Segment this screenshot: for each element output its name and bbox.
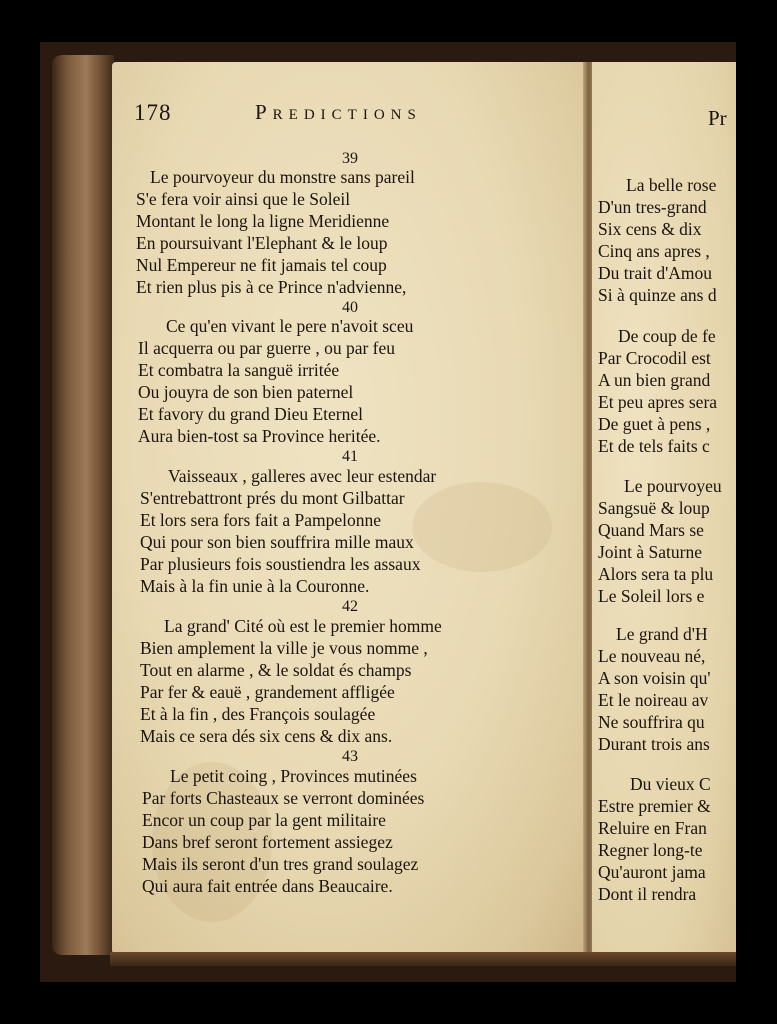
verse-line: Ce qu'en vivant le pere n'avoit sceu (166, 316, 414, 336)
verse-line: Il acquerra ou par guerre , ou par feu (138, 338, 396, 358)
stanza-number: 39 (342, 150, 358, 167)
verse-line: A son voisin qu' (598, 668, 711, 688)
verse-line: Dans bref seront fortement assiegez (142, 832, 393, 852)
verse-line: Le pourvoyeur du monstre sans pareil (150, 167, 415, 187)
verse-line: Le nouveau né, (598, 646, 706, 666)
stanza-number: 42 (342, 598, 358, 615)
verse-line: En poursuivant l'Elephant & le loup (136, 233, 388, 253)
verse-line: Et combatra la sanguë irritée (138, 360, 340, 380)
running-title-right: Pr (708, 106, 727, 130)
verse-line: Et à la fin , des François soulagée (140, 704, 376, 724)
verse-line: De guet à pens , (598, 414, 711, 434)
verse-line: Et lors sera fors fait a Pampelonne (140, 510, 382, 530)
verse-line: Par plusieurs fois soustiendra les assaux (140, 554, 421, 574)
page-stain (412, 482, 552, 572)
verse-line: Encor un coup par la gent militaire (142, 810, 386, 830)
verse-line: Le pourvoyeu (624, 476, 722, 496)
verse-line: Et de tels faits c (598, 436, 710, 456)
verse-line: La grand' Cité où est le premier homme (164, 616, 442, 636)
verse-line: Joint à Saturne (598, 542, 703, 562)
verse-line: Dont il rendra (598, 884, 697, 904)
verse-line: Vaisseaux , galleres avec leur estendar (168, 466, 437, 486)
verse-line: Sangsuë & loup (598, 498, 710, 518)
verse-line: Nul Empereur ne fit jamais tel coup (136, 255, 387, 275)
verse-line: Aura bien-tost sa Province heritée. (138, 426, 381, 446)
verse-line: Et peu apres sera (598, 392, 718, 412)
verse-line: Mais ils seront d'un tres grand soulagez (142, 854, 419, 874)
verse-line: Qu'auront jama (598, 862, 706, 882)
verse-line: Et favory du grand Dieu Eternel (138, 404, 363, 424)
verse-line: Estre premier & (598, 796, 711, 816)
verse-line: Qui pour son bien souffrira mille maux (140, 532, 414, 552)
verse-line: Mais à la fin unie à la Couronne. (140, 576, 370, 596)
verse-line: Montant le long la ligne Meridienne (136, 211, 390, 231)
stanza-number: 41 (342, 448, 358, 465)
verse-line: Mais ce sera dés six cens & dix ans. (140, 726, 393, 746)
verse-line: Si à quinze ans d (598, 285, 717, 305)
verse-line: Quand Mars se (598, 520, 704, 540)
verse-line: Le Soleil lors e (598, 586, 705, 606)
verse-line: Cinq ans apres , (598, 241, 710, 261)
verse-line: S'entrebattront prés du mont Gilbattar (140, 488, 405, 508)
verse-line: A un bien grand (598, 370, 711, 390)
verse-line: Ne souffrira qu (598, 712, 705, 732)
verse-line: Qui aura fait entrée dans Beaucaire. (142, 876, 393, 896)
stanza-number: 43 (342, 748, 358, 765)
page-number: 178 (134, 100, 172, 125)
book-spine (52, 55, 114, 955)
verse-line: Six cens & dix (598, 219, 702, 239)
running-title: Predictions (255, 100, 422, 124)
verse-line: Regner long-te (598, 840, 703, 860)
left-page (112, 62, 588, 954)
verse-line: Le grand d'H (616, 624, 708, 644)
verse-line: Du vieux C (630, 774, 711, 794)
verse-line: Et rien plus pis à ce Prince n'advienne, (136, 277, 407, 297)
book-bottom-edge (110, 952, 736, 966)
right-page (592, 62, 736, 957)
stanza-number: 40 (342, 299, 358, 316)
verse-line: Par Crocodil est (598, 348, 711, 368)
verse-line: S'e fera voir ainsi que le Soleil (136, 189, 351, 209)
verse-line: Ou jouyra de son bien paternel (138, 382, 354, 402)
verse-line: Bien amplement la ville je vous nomme , (140, 638, 428, 658)
verse-line: D'un tres-grand (598, 197, 707, 217)
verse-line: La belle rose (626, 175, 717, 195)
verse-line: Durant trois ans (598, 734, 710, 754)
verse-line: Et le noireau av (598, 690, 709, 710)
verse-line: Du trait d'Amou (598, 263, 712, 283)
verse-line: Reluire en Fran (598, 818, 707, 838)
verse-line: De coup de fe (618, 326, 716, 346)
verse-line: Tout en alarme , & le soldat és champs (140, 660, 412, 680)
verse-line: Par forts Chasteaux se verront dominées (142, 788, 425, 808)
verse-line: Alors sera ta plu (598, 564, 714, 584)
verse-line: Par fer & eauë , grandement affligée (140, 682, 395, 702)
verse-line: Le petit coing , Provinces mutinées (170, 766, 417, 786)
